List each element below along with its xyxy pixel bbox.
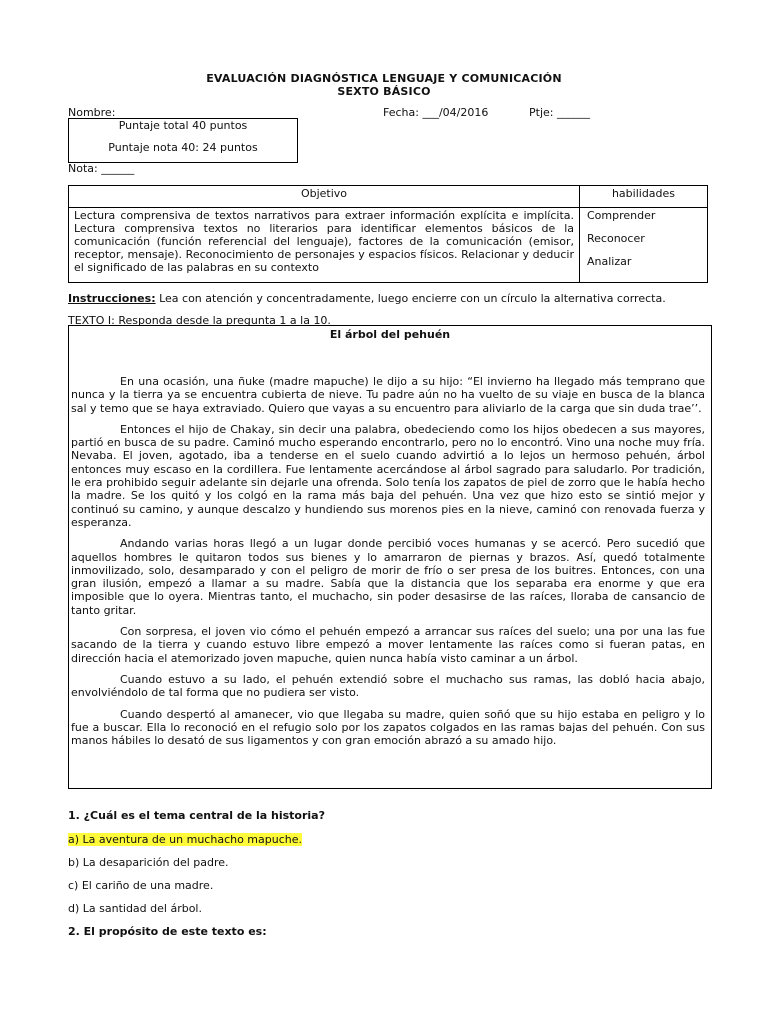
instructions (68, 292, 666, 305)
score-total: Puntaje total 40 puntos (118, 119, 248, 132)
story-paragraph: En una ocasión, una ñuke (madre mapuche) le dijo a su hijo: “El invierno ha llegado más temprano que nunca y la tierra ya se encuentra cubierta de nieve. Tu padre aún no ha vuelto de su viaje en busca de la blanca sal y temo que se haya extraviado. Quiero que vayas a su encuentro para aliviarlo de la carga que sin duda trae’’. (71, 375, 705, 415)
story-title: El árbol del pehuén (329, 328, 451, 341)
nota-label: Nota: ______ (68, 162, 135, 175)
fecha-label: Fecha: ___/04/2016 (383, 106, 489, 119)
question-1-option-b[interactable]: b) La desaparición del padre. (68, 856, 229, 869)
story-body (71, 375, 705, 755)
habilidades-header: habilidades (580, 186, 708, 208)
habilidad-reconocer: Reconocer (587, 232, 645, 245)
objectives-table (68, 185, 708, 283)
question-1-option-d[interactable]: d) La santidad del árbol. (68, 902, 202, 915)
habilidad-comprender: Comprender (587, 209, 656, 222)
story-paragraph: Cuando estuvo a su lado, el pehuén extendió sobre el muchacho sus ramas, las dobló hacia abajo, envolviéndolo de tal forma que no pudiera ser visto. (71, 672, 705, 700)
document-subtitle: SEXTO BÁSICO (337, 85, 431, 98)
question-1: 1. ¿Cuál es el tema central de la historia? (68, 809, 325, 822)
texto-label: TEXTO I: Responda desde la pregunta 1 a la 10. (68, 314, 331, 327)
score-box (68, 118, 298, 163)
story-paragraph: Con sorpresa, el joven vio cómo el pehuén empezó a arrancar sus raíces del suelo; una por una las fue sacando de la tierra y cuando estuvo libre empezó a mover lentamente las raíces como si fueran patas, en dirección hacia el atemorizado joven mapuche, quien nunca había visto caminar a un árbol. (71, 625, 705, 665)
ptje-label: Ptje: ______ (529, 106, 590, 119)
story-box (68, 325, 712, 789)
habilidades-cell (580, 208, 708, 283)
instructions-text: Lea con atención y concentradamente, luego encierre con un círculo la alternativa correcta. (155, 292, 666, 305)
objetivo-text: Lectura comprensiva de textos narrativos para extraer información explícita e implícita. Lectura comprensiva textos no literarios para identificar elementos básicos de la comunicación (función referencial del lenguaje), factores de la comunicación (emisor, receptor, mensaje). Reconocimiento de personajes y espacios físicos. Relacionar y deducir el significado de las palabras en su contexto (69, 208, 580, 283)
story-paragraph: Cuando despertó al amanecer, vio que llegaba su madre, quien soñó que su hijo estaba en peligro y lo fue a buscar. Ella lo reconoció en el refugio solo por los zapatos colgados en las ramas bajas del pehuén. Con sus manos hábiles lo desató de sus ligamentos y con gran emoción abrazó a su amado hijo. (71, 707, 705, 748)
question-2: 2. El propósito de este texto es: (68, 925, 267, 938)
story-paragraph: Entonces el hijo de Chakay, sin decir una palabra, obedeciendo como los hijos obedecen a sus mayores, partió en busca de su padre. Caminó mucho esperando encontrarlo, pero no lo encontró. Vino una noche muy fría. Nevaba. El joven, agotado, iba a tenderse en el suelo cuando advirtió a lo lejos un hermoso pehuén, árbol entonces muy escaso en la cordillera. Fue lentamente acercándose al árbol sagrado para saludarlo. Por tradición, le era prohibido seguir adelante sin dejarle una ofrenda. Solo tenía los zapatos de piel de zorro que le había hecho la madre. Se los quitó y los colgó en la rama más baja del pehuén. Una vez que hizo esto se sintió mejor y continuó su camino, y aunque descalzo y hundiendo sus morenos pies en la nieve, caminó con renovada fuerza y esperanza. (71, 422, 705, 529)
option-a-text: a) La aventura de un muchacho mapuche. (68, 833, 303, 846)
question-1-option-a[interactable] (68, 833, 302, 846)
habilidad-analizar: Analizar (587, 255, 632, 268)
instructions-label: Instrucciones: (68, 292, 156, 305)
question-1-option-c[interactable]: c) El cariño de una madre. (68, 879, 214, 892)
nombre-label: Nombre: (68, 106, 116, 119)
story-paragraph: Andando varias horas llegó a un lugar donde percibió voces humanas y se acercó. Pero sucedió que aquellos hombres le quitaron todos sus bienes y lo amarraron de piernas y brazos. Así, quedó totalmente inmovilizado, solo, desamparado y con el peligro de morir de frío o ser presa de los buitres. Entonces, con una gran ilusión, empezó a llamar a su madre. Sabía que la distancia que los separaba era enorme y que era imposible que lo oyera. Mientras tanto, el muchacho, sin poder desasirse de las raíces, lloraba de cansancio de tanto gritar. (71, 537, 705, 617)
score-nota: Puntaje nota 40: 24 puntos (108, 141, 258, 154)
document-title: EVALUACIÓN DIAGNÓSTICA LENGUAJE Y COMUNICACIÓN (206, 72, 562, 85)
objetivo-header: Objetivo (69, 186, 580, 208)
